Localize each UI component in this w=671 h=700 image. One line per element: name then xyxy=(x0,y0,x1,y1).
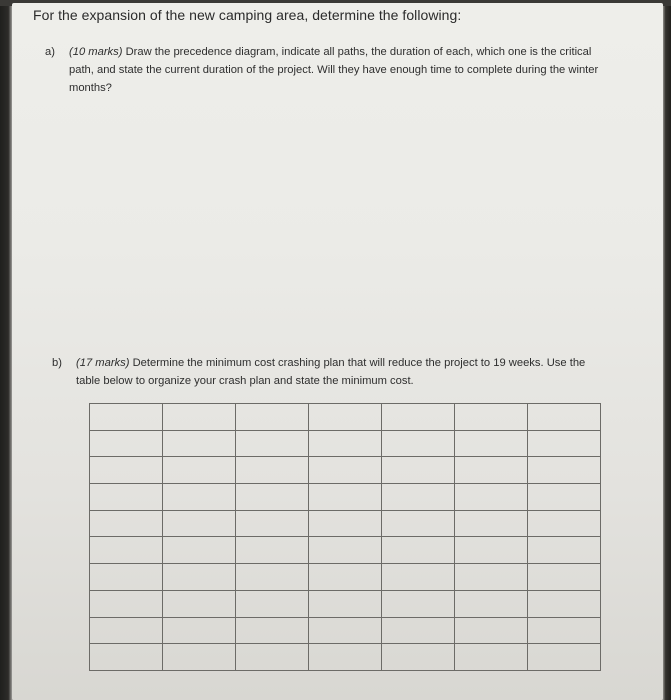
table-cell xyxy=(455,430,528,457)
table-cell xyxy=(528,644,601,671)
table-cell xyxy=(163,510,236,537)
table-cell xyxy=(90,430,163,457)
table-cell xyxy=(382,617,455,644)
table-cell xyxy=(309,510,382,537)
worksheet-heading: For the expansion of the new camping area, determine the following: xyxy=(33,7,462,23)
table-row xyxy=(90,457,601,484)
table-cell xyxy=(528,617,601,644)
table-row xyxy=(90,564,601,591)
table-row xyxy=(90,510,601,537)
question-a-body xyxy=(69,43,605,97)
table-row xyxy=(90,537,601,564)
question-a xyxy=(45,43,605,97)
table-cell xyxy=(236,404,309,431)
table-cell xyxy=(382,644,455,671)
table-cell xyxy=(236,537,309,564)
table-cell xyxy=(382,430,455,457)
table-row xyxy=(90,404,601,431)
table-cell xyxy=(163,617,236,644)
table-cell xyxy=(309,564,382,591)
table-cell xyxy=(163,457,236,484)
table-cell xyxy=(309,404,382,431)
table-cell xyxy=(382,484,455,511)
table-cell xyxy=(455,644,528,671)
table-row xyxy=(90,484,601,511)
table-row xyxy=(90,617,601,644)
table-cell xyxy=(382,457,455,484)
table-cell xyxy=(455,537,528,564)
table-cell xyxy=(163,404,236,431)
table-cell xyxy=(309,457,382,484)
table-cell xyxy=(382,537,455,564)
question-b-body xyxy=(76,354,612,390)
question-b xyxy=(52,354,612,390)
table-cell xyxy=(236,590,309,617)
table-cell xyxy=(90,537,163,564)
table-cell xyxy=(382,564,455,591)
table-cell xyxy=(236,644,309,671)
table-cell xyxy=(455,510,528,537)
table-cell xyxy=(309,590,382,617)
table-cell xyxy=(90,510,163,537)
table-cell xyxy=(309,484,382,511)
crash-plan-table xyxy=(89,403,601,671)
table-cell xyxy=(455,484,528,511)
table-cell xyxy=(90,644,163,671)
table-cell xyxy=(236,484,309,511)
question-b-marks: (17 marks) xyxy=(76,357,130,369)
table-cell xyxy=(163,537,236,564)
table-cell xyxy=(528,564,601,591)
table-cell xyxy=(528,537,601,564)
table-cell xyxy=(455,590,528,617)
table-cell xyxy=(309,644,382,671)
table-cell xyxy=(163,644,236,671)
question-a-label: a) xyxy=(45,46,55,58)
table-cell xyxy=(528,404,601,431)
table-cell xyxy=(309,617,382,644)
table-cell xyxy=(455,457,528,484)
table-cell xyxy=(382,590,455,617)
table-cell xyxy=(163,430,236,457)
table-row xyxy=(90,590,601,617)
table-cell xyxy=(528,484,601,511)
table-cell xyxy=(309,430,382,457)
table-cell xyxy=(382,404,455,431)
table-cell xyxy=(236,457,309,484)
table-cell xyxy=(90,590,163,617)
table-cell xyxy=(163,590,236,617)
table-cell xyxy=(236,510,309,537)
table-cell xyxy=(90,457,163,484)
table-cell xyxy=(382,510,455,537)
table-cell xyxy=(528,457,601,484)
table-cell xyxy=(455,617,528,644)
table-cell xyxy=(455,404,528,431)
table-cell xyxy=(236,430,309,457)
table-cell xyxy=(163,564,236,591)
table-cell xyxy=(90,404,163,431)
table-cell xyxy=(455,564,528,591)
question-b-text: Determine the minimum cost crashing plan that will reduce the project to 19 weeks. Use the table below to organize your crash plan and state the minimum cost. xyxy=(76,357,586,387)
question-a-marks: (10 marks) xyxy=(69,46,123,58)
table-cell xyxy=(163,484,236,511)
table-cell xyxy=(236,564,309,591)
table-cell xyxy=(528,510,601,537)
table-cell xyxy=(90,617,163,644)
table-cell xyxy=(90,564,163,591)
table-cell xyxy=(309,537,382,564)
table-cell xyxy=(236,617,309,644)
table-cell xyxy=(528,590,601,617)
table-cell xyxy=(90,484,163,511)
question-a-text: Draw the precedence diagram, indicate all paths, the duration of each, which one is the critical path, and state the current duration of the project. Will they have enough time to complete during the winter months? xyxy=(69,46,599,94)
table-cell xyxy=(528,430,601,457)
question-b-label: b) xyxy=(52,357,62,369)
table-row xyxy=(90,430,601,457)
table-row xyxy=(90,644,601,671)
